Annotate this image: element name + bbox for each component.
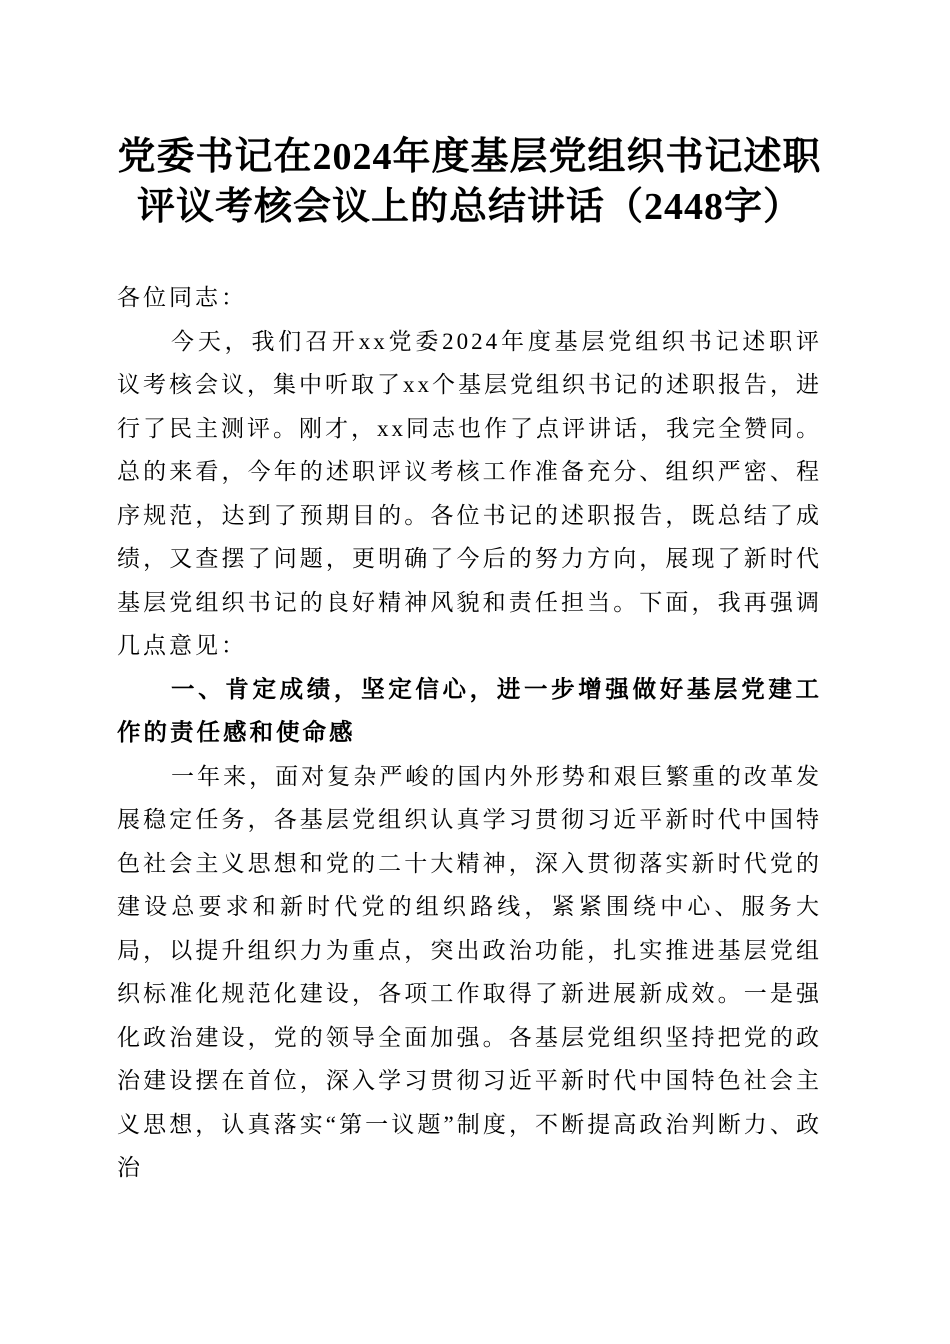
salutation: 各位同志：: [117, 285, 247, 310]
paragraph-opening: 今天，我们召开xx党委2024年度基层党组织书记述职评议考核会议，集中听取了xx个基层党组织书记的述职报告，进行了民主测评。刚才，xx同志也作了点评讲话，我完全赞同。总的来看，今年的述职评议考核工作准备充分、组织严密、程序规范，达到了预期目的。各位书记的述职报告，既总结了成绩，又查摆了问题，更明确了今后的努力方向，展现了新时代基层党组织书记的良好精神风貌和责任担当。下面，我再强调几点意见：: [117, 328, 822, 658]
document-title: 党委书记在2024年度基层党组织书记述职评议考核会议上的总结讲话（2448字）: [117, 136, 822, 228]
document-content: [117, 0, 822, 1190]
section-heading-1: 一、肯定成绩，坚定信心，进一步增强做好基层党建工作的责任感和使命感: [117, 675, 822, 745]
paragraph-section-1-body: 一年来，面对复杂严峻的国内外形势和艰巨繁重的改革发展稳定任务，各基层党组织认真学习贯彻习近平新时代中国特色社会主义思想和党的二十大精神，深入贯彻落实新时代党的建设总要求和新时代党的组织路线，紧紧围绕中心、服务大局，以提升组织力为重点，突出政治功能，扎实推进基层党组织标准化规范化建设，各项工作取得了新进展新成效。一是强化政治建设，党的领导全面加强。各基层党组织坚持把党的政治建设摆在首位，深入学习贯彻习近平新时代中国特色社会主义思想，认真落实“第一议题”制度，不断提高政治判断力、政治: [117, 763, 822, 1180]
